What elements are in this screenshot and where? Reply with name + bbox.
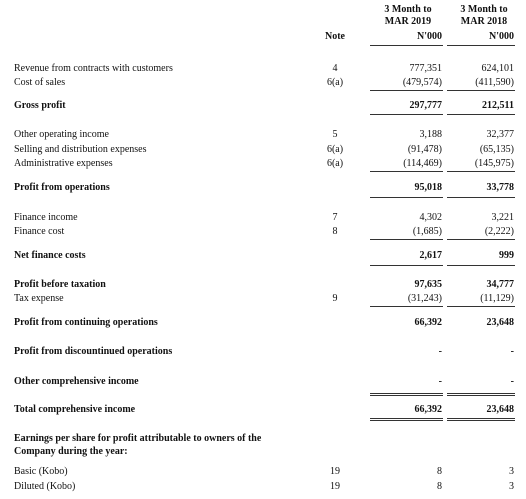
row-label: Tax expense: [14, 293, 64, 304]
row-label: Selling and distribution expenses: [14, 144, 147, 155]
row-tax-expense: [0, 292, 526, 305]
row-profit-from-operations: [0, 181, 526, 194]
subtotal-rule-2018: [447, 265, 515, 266]
total-double-rule-2019: [370, 393, 443, 396]
column-header-2018-line1: 3 Month to: [460, 4, 508, 15]
unit-2018: N'000: [489, 31, 514, 42]
value-2018: (411,590): [475, 77, 514, 88]
row-label: Profit from operations: [14, 182, 110, 193]
value-2018: -: [510, 376, 514, 387]
row-other-comprehensive-income: [0, 375, 526, 388]
row-other-income: [0, 128, 526, 141]
note-column-header: Note: [325, 31, 345, 42]
value-2018: (11,129): [480, 293, 514, 304]
row-note: 5: [332, 129, 338, 140]
row-profit-before-tax: [0, 278, 526, 291]
row-gross-profit: [0, 99, 526, 112]
value-2019: (91,478): [407, 144, 442, 155]
row-basic-eps: [0, 465, 526, 478]
row-label: Other comprehensive income: [14, 376, 139, 387]
row-label: Gross profit: [14, 100, 66, 111]
subtotal-rule-2018: [447, 90, 515, 91]
unit-2019: N'000: [417, 31, 442, 42]
row-label: Cost of sales: [14, 77, 66, 88]
subtotal-rule-2019: [370, 114, 443, 115]
value-2019: (31,243): [407, 293, 442, 304]
row-label: Total comprehensive income: [14, 404, 136, 415]
value-2018: (65,135): [479, 144, 514, 155]
value-2019: 3,188: [419, 129, 442, 140]
row-label: Revenue from contracts with customers: [14, 63, 173, 74]
row-revenue: [0, 62, 526, 75]
value-2018: 212,511: [482, 100, 514, 111]
row-label: Earnings per share for profit attributable to owners of the: [14, 433, 262, 444]
value-2018: (2,222): [484, 226, 514, 237]
row-note: 6(a): [326, 77, 344, 88]
value-2019: 4,302: [419, 212, 442, 223]
column-header-2019-line2: MAR 2019: [384, 16, 432, 27]
row-label: Diluted (Kobo): [14, 481, 76, 492]
subtotal-rule-2018: [447, 114, 515, 115]
value-2018: 34,777: [486, 279, 514, 290]
total-double-rule-2018: [447, 393, 515, 396]
row-label: Company during the year:: [14, 446, 128, 457]
value-2019: (114,469): [403, 158, 442, 169]
value-2018: 33,778: [486, 182, 514, 193]
row-diluted-eps: [0, 480, 526, 493]
value-2018: 3: [509, 466, 514, 477]
column-header-2019-line1: 3 Month to: [384, 4, 432, 15]
value-2018: 23,648: [486, 317, 514, 328]
row-note: 7: [332, 212, 338, 223]
subtotal-rule-2019: [370, 265, 443, 266]
subtotal-rule-2019: [370, 197, 443, 198]
value-2019: 8: [437, 466, 442, 477]
row-selling-expenses: [0, 143, 526, 156]
row-note: 6(a): [326, 158, 344, 169]
row-finance-cost: [0, 225, 526, 238]
value-2019: 97,635: [414, 279, 442, 290]
row-note: 19: [330, 481, 340, 492]
value-2018: -: [510, 346, 514, 357]
row-label: Finance income: [14, 212, 78, 223]
eps-heading-line2: [0, 445, 526, 458]
row-label: Profit before taxation: [14, 279, 106, 290]
subtotal-rule-2019: [370, 171, 443, 172]
value-2019: 66,392: [414, 404, 442, 415]
subtotal-rule-2018: [447, 197, 515, 198]
row-note: 19: [330, 466, 340, 477]
subtotal-rule-2019: [370, 90, 443, 91]
row-label: Profit from discountinued operations: [14, 346, 173, 357]
row-discontinued-operations: [0, 345, 526, 358]
row-label: Administrative expenses: [14, 158, 113, 169]
row-note: 8: [332, 226, 338, 237]
total-double-rule-2018: [447, 418, 515, 421]
value-2018: 32,377: [486, 129, 514, 140]
column-header-2018-line2: MAR 2018: [460, 16, 508, 27]
value-2019: 777,351: [409, 63, 442, 74]
row-label: Net finance costs: [14, 250, 86, 261]
row-cost-of-sales: [0, 76, 526, 89]
row-label: Finance cost: [14, 226, 65, 237]
value-2018: 3: [509, 481, 514, 492]
row-continuing-operations: [0, 316, 526, 329]
subtotal-rule-2018: [447, 239, 515, 240]
value-2018: 3,221: [491, 212, 514, 223]
row-label: Basic (Kobo): [14, 466, 68, 477]
header-underline-2019: [370, 45, 443, 46]
value-2019: 2,617: [419, 250, 442, 261]
header-underline-2018: [447, 45, 515, 46]
row-note: 6(a): [326, 144, 344, 155]
value-2018: 624,101: [481, 63, 514, 74]
row-finance-income: [0, 211, 526, 224]
row-label: Other operating income: [14, 129, 109, 140]
value-2019: -: [438, 376, 442, 387]
row-net-finance-costs: [0, 249, 526, 262]
subtotal-rule-2018: [447, 306, 515, 307]
value-2019: 95,018: [414, 182, 442, 193]
total-double-rule-2019: [370, 418, 443, 421]
row-total-comprehensive-income: [0, 403, 526, 416]
value-2019: (479,574): [402, 77, 442, 88]
row-label: Profit from continuing operations: [14, 317, 158, 328]
subtotal-rule-2019: [370, 239, 443, 240]
value-2019: 8: [437, 481, 442, 492]
subtotal-rule-2019: [370, 306, 443, 307]
value-2019: (1,685): [412, 226, 442, 237]
column-header-2019: [374, 4, 442, 28]
row-admin-expenses: [0, 157, 526, 170]
subtotal-rule-2018: [447, 171, 515, 172]
value-2019: 66,392: [414, 317, 442, 328]
column-header-2018: [450, 4, 518, 28]
value-2019: 297,777: [409, 100, 442, 111]
row-note: 4: [332, 63, 338, 74]
value-2019: -: [438, 346, 442, 357]
value-2018: 999: [499, 250, 514, 261]
eps-heading-line1: [0, 432, 526, 445]
row-note: 9: [332, 293, 338, 304]
value-2018: 23,648: [486, 404, 514, 415]
value-2018: (145,975): [474, 158, 514, 169]
